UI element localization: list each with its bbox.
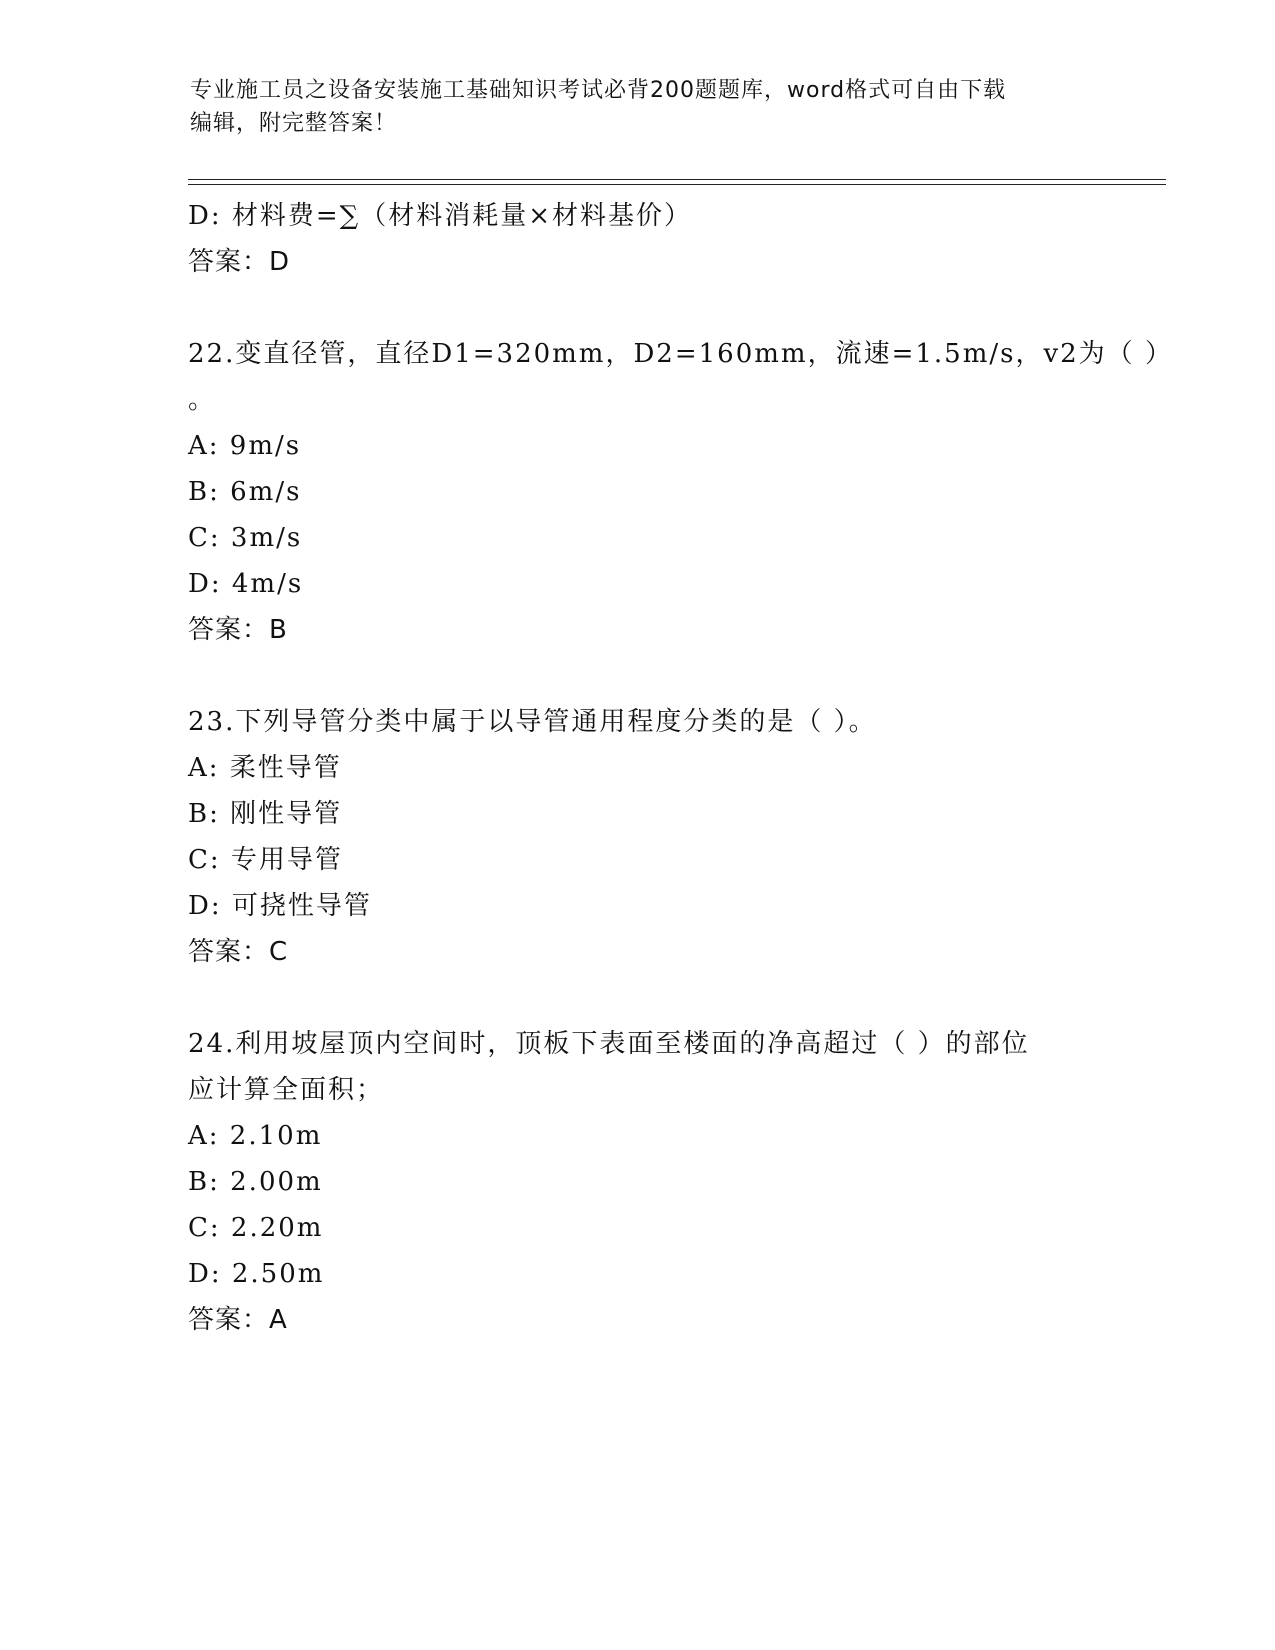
question-24-option-a: A: 2.10m xyxy=(188,1121,323,1151)
question-23-option-d: D: 可挠性导管 xyxy=(188,891,372,921)
prev-question-answer: 答案：D xyxy=(188,247,291,277)
question-22-option-d: D: 4m/s xyxy=(188,569,304,599)
question-22-stem: 22.变直径管，直径D1=320mm，D2=160mm，流速=1.5m/s，v2为（ ） xyxy=(188,339,1173,369)
question-24-option-b: B: 2.00m xyxy=(188,1167,323,1197)
question-24-answer: 答案：A xyxy=(188,1305,288,1335)
question-23-option-b: B: 刚性导管 xyxy=(188,799,343,829)
question-22-stem-continued: 。 xyxy=(188,385,217,415)
spacer xyxy=(188,285,1088,331)
question-24-option-c: C: 2.20m xyxy=(188,1213,324,1243)
header-divider-top xyxy=(188,179,1166,180)
question-23-stem: 23.下列导管分类中属于以导管通用程度分类的是（ ）。 xyxy=(188,707,877,737)
header-title-line-1: 专业施工员之设备安装施工基础知识考试必背200题题库，word格式可自由下载 xyxy=(190,78,1007,103)
question-23-option-a: A: 柔性导管 xyxy=(188,753,342,783)
prev-question-option-d: D: 材料费=∑（材料消耗量×材料基价） xyxy=(188,201,693,231)
document-header xyxy=(190,74,1070,140)
question-22-option-b: B: 6m/s xyxy=(188,477,302,507)
question-24-option-d: D: 2.50m xyxy=(188,1259,325,1289)
question-22-answer: 答案：B xyxy=(188,615,288,645)
question-content xyxy=(188,193,1173,1343)
header-divider-bottom xyxy=(188,184,1166,185)
question-24-stem-continued: 应计算全面积； xyxy=(188,1075,385,1105)
spacer xyxy=(188,975,1088,1021)
header-title-line-2: 编辑，附完整答案！ xyxy=(190,111,398,136)
question-22-option-c: C: 3m/s xyxy=(188,523,303,553)
question-24-stem: 24.利用坡屋顶内空间时，顶板下表面至楼面的净高超过（ ）的部位 xyxy=(188,1029,1030,1059)
question-23-option-c: C: 专用导管 xyxy=(188,845,343,875)
spacer xyxy=(188,653,1088,699)
question-22-option-a: A: 9m/s xyxy=(188,431,302,461)
question-23-answer: 答案：C xyxy=(188,937,289,967)
